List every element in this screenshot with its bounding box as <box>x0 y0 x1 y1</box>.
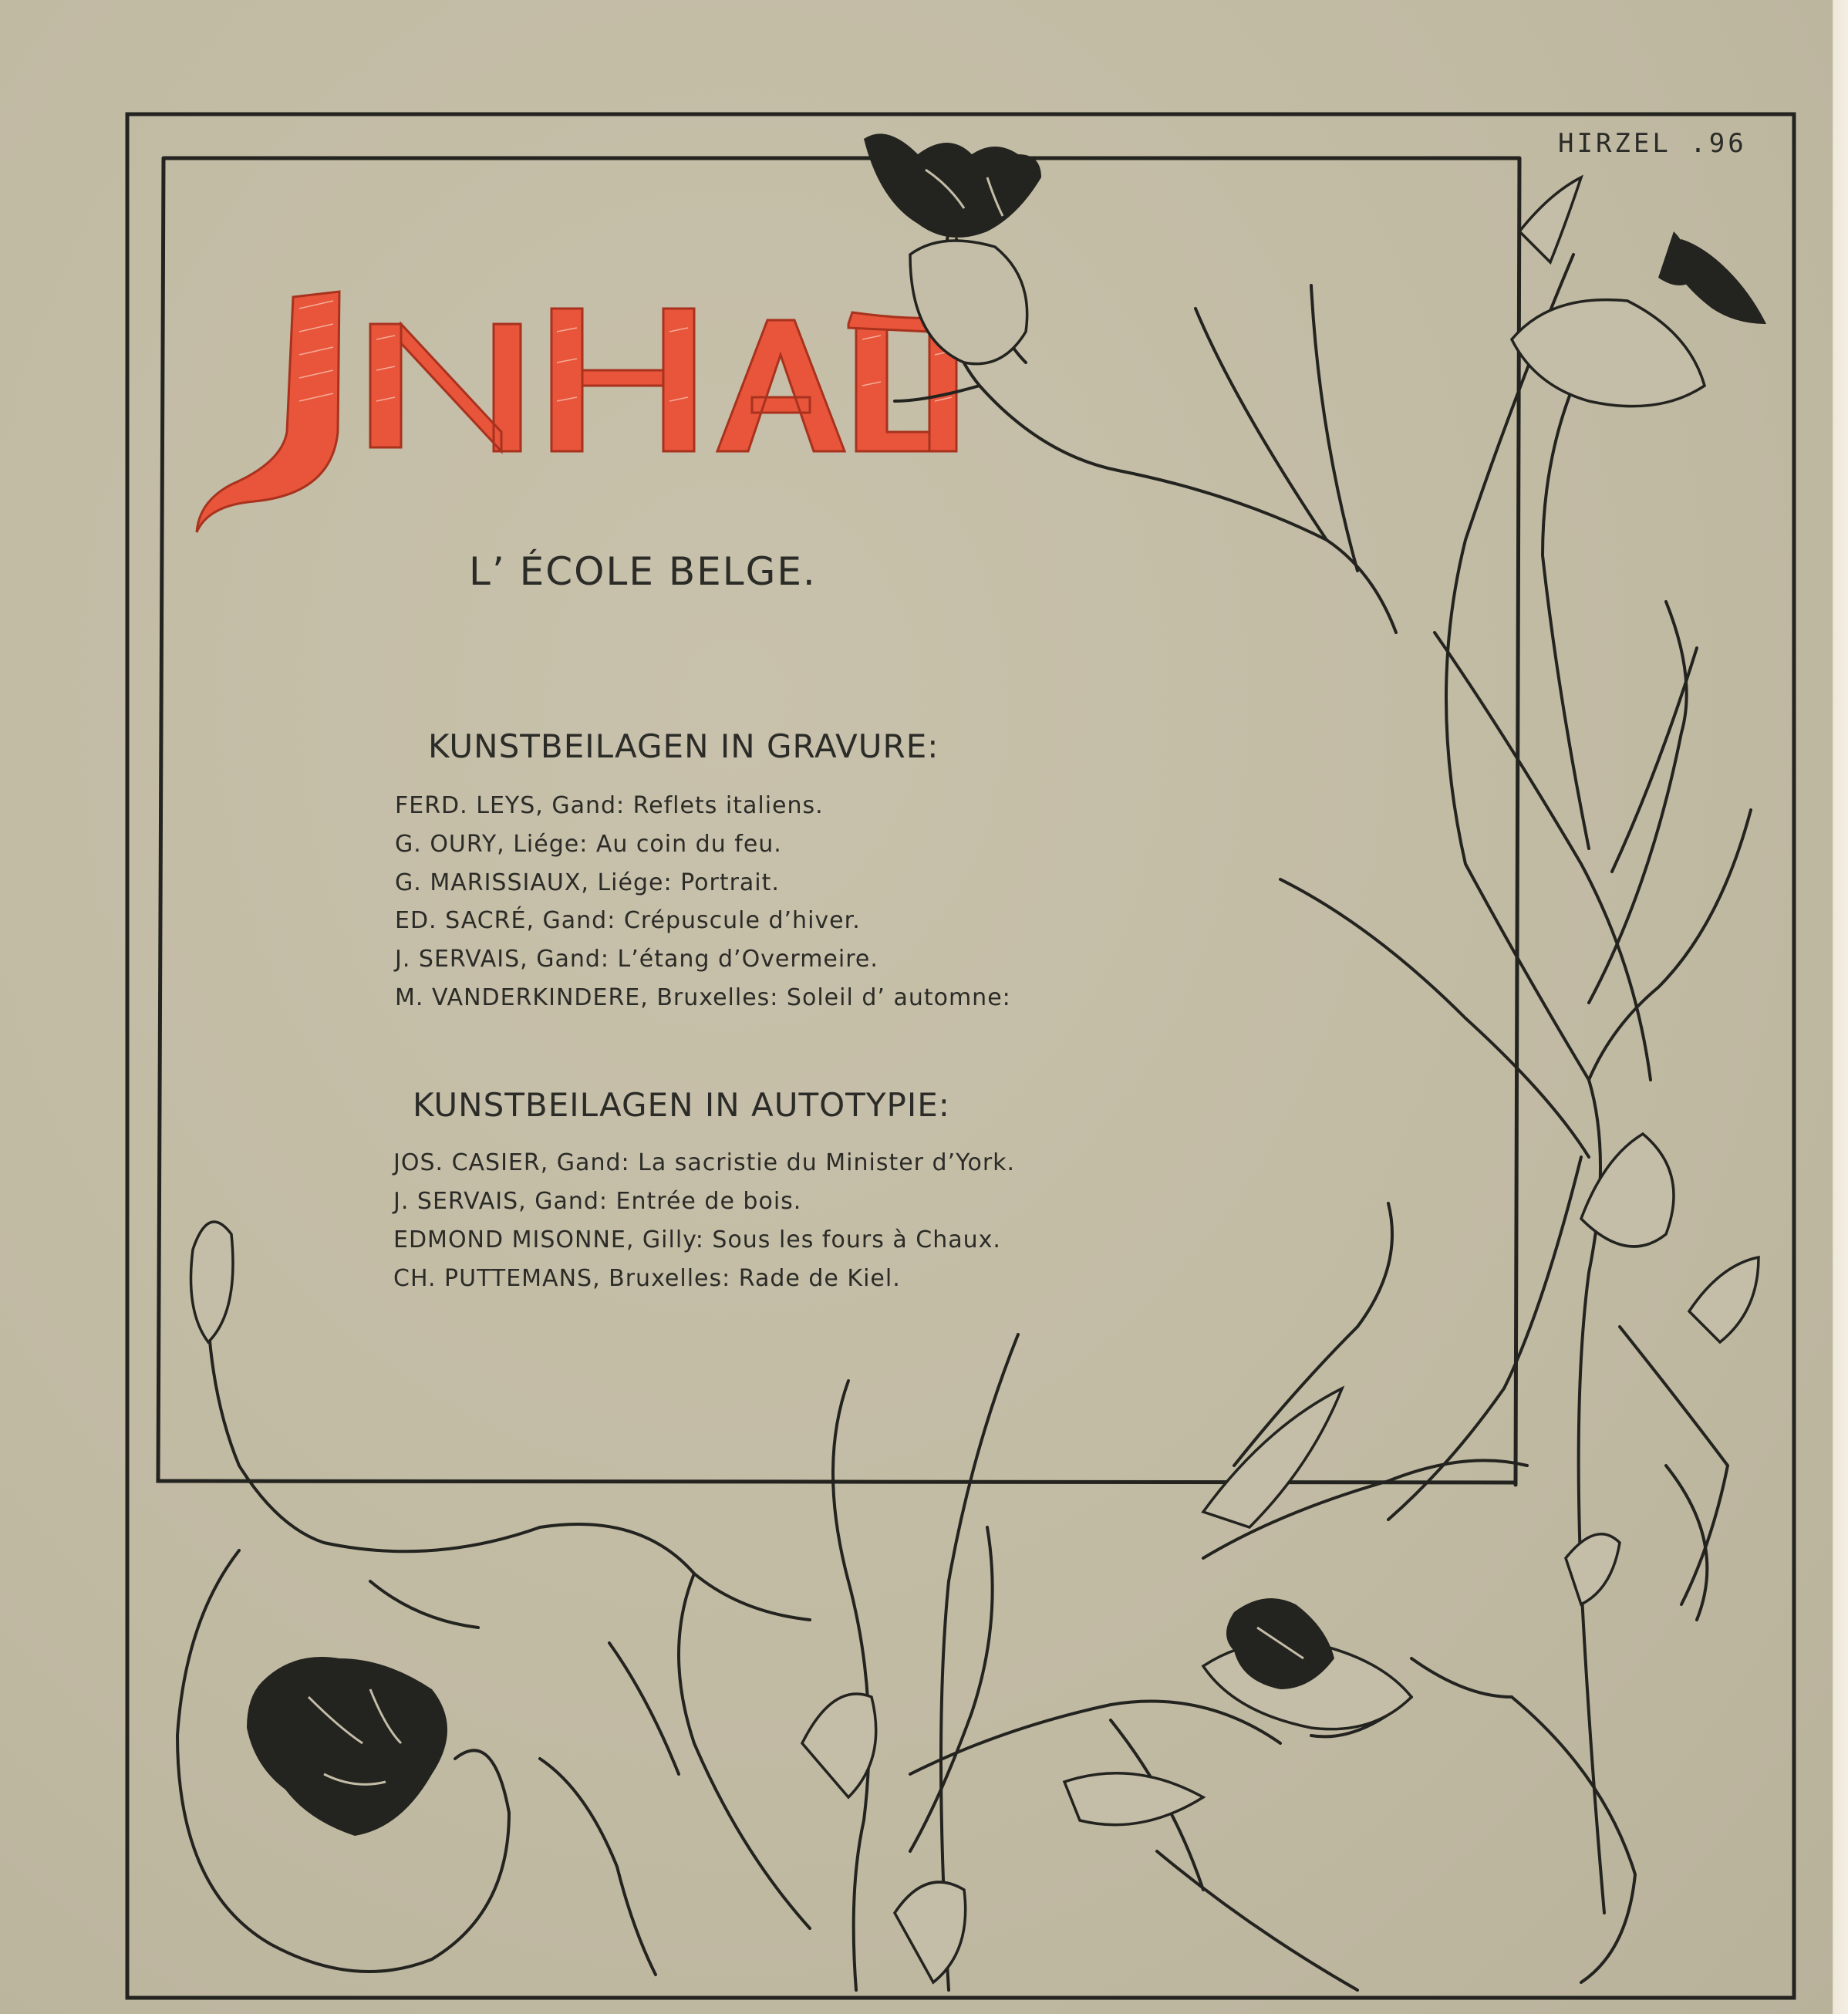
gravure-entry-6: M. VANDERKINDERE, Bruxelles: Soleil d’ automne: <box>395 984 1011 1011</box>
autotypie-entry-4: CH. PUTTEMANS, Bruxelles: Rade de Kiel. <box>393 1265 901 1292</box>
gravure-entry-1: FERD. LEYS, Gand: Reflets italiens. <box>395 792 824 819</box>
section-heading-gravure: KUNSTBEILAGEN IN GRAVURE: <box>428 727 939 765</box>
gravure-entry-3: G. MARISSIAUX, Liége: Portrait. <box>395 869 780 896</box>
artist-signature: HIRZEL .96 <box>1558 128 1747 159</box>
autotypie-entry-3: EDMOND MISONNE, Gilly: Sous les fours à Chaux. <box>393 1226 1001 1253</box>
title-lettering <box>197 292 995 532</box>
autotypie-entry-1: JOS. CASIER, Gand: La sacristie du Minister d’York. <box>393 1149 1016 1176</box>
gravure-entry-4: ED. SACRÉ, Gand: Crépuscule d’hiver. <box>395 907 861 934</box>
autotypie-entry-2: J. SERVAIS, Gand: Entrée de bois. <box>393 1188 802 1215</box>
section-heading-autotypie: KUNSTBEILAGEN IN AUTOTYPIE: <box>413 1086 950 1124</box>
gravure-entry-5: J. SERVAIS, Gand: L’étang d’Overmeire. <box>395 946 878 973</box>
gravure-entry-2: G. OURY, Liége: Au coin du feu. <box>395 831 782 858</box>
school-title: L’ ÉCOLE BELGE. <box>469 549 817 594</box>
